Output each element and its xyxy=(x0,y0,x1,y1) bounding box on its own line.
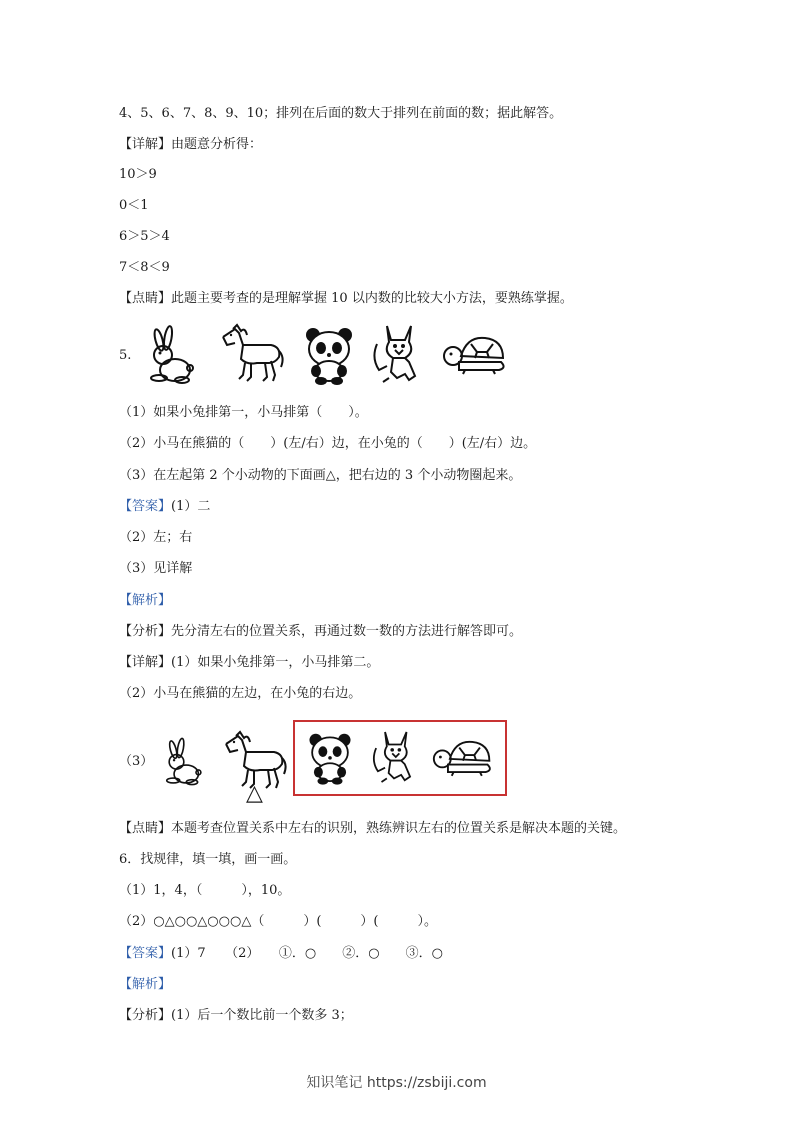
tag-dianjing-2: 【点睛】 xyxy=(119,821,172,836)
tag-answer: 【答案】 xyxy=(119,499,172,514)
rabbit-icon xyxy=(145,322,197,386)
tag-fenxi: 【分析】 xyxy=(119,624,172,639)
rabbit-icon xyxy=(160,735,206,787)
fox-icon xyxy=(369,728,419,786)
tag-xiangjie-2: 【详解】 xyxy=(119,655,172,670)
fox-icon xyxy=(369,322,425,386)
q5-part3: （3）在左起第 2 个小动物的下面画△，把右边的 3 个小动物圈起来。 xyxy=(119,468,522,483)
text-dianjing: 此题主要考查的是理解掌握 10 以内数的比较大小方法，要熟练掌握。 xyxy=(171,291,573,306)
line-dianjing xyxy=(119,291,573,307)
footer-watermark: 知识笔记 https://zsbiji.com xyxy=(306,1075,487,1091)
line-fenxi xyxy=(119,624,522,640)
line-xiangjie xyxy=(119,137,262,153)
text-dianjing-2: 本题考查位置关系中左右的识别，熟练辨识左右的位置关系是解决本题的关键。 xyxy=(171,821,627,836)
line-answer-6 xyxy=(119,946,443,962)
line-compare-3: 6＞5＞4 xyxy=(119,229,170,244)
line-compare-4: 7＜8＜9 xyxy=(119,260,170,275)
q6-part2: （2）○△○○△○○○△（ ）( ）( ）。 xyxy=(119,914,437,929)
animal-row-q5 xyxy=(145,322,509,386)
circled-animals-box xyxy=(293,720,507,796)
line-xiangjie-2 xyxy=(119,655,379,671)
triangle-mark: △ xyxy=(246,781,263,806)
text-fenxi-6: (1）后一个数比前一个数多 3； xyxy=(171,1008,353,1023)
text-answer: (1）二 xyxy=(171,499,211,514)
tag-xiangjie: 【详解】 xyxy=(119,137,172,152)
tag-jiexi-6: 【解析】 xyxy=(119,977,172,992)
panda-icon xyxy=(305,728,355,786)
text-fenxi: 先分清左右的位置关系，再通过数一数的方法进行解答即可。 xyxy=(171,624,523,639)
xiangjie-part3-label: （3） xyxy=(119,754,154,769)
tag-answer-6: 【答案】 xyxy=(119,946,172,961)
text-xiangjie-2: (1）如果小兔排第一，小马排第二。 xyxy=(171,655,380,670)
q5-part1: （1）如果小兔排第一，小马排第（ ）。 xyxy=(119,405,368,420)
tag-fenxi-6: 【分析】 xyxy=(119,1008,172,1023)
q6-part1: （1）1，4，（ ），10。 xyxy=(119,883,291,898)
circled-animals xyxy=(305,728,495,786)
q5-number: 5. xyxy=(119,348,132,363)
line-answer xyxy=(119,499,210,515)
horse-icon xyxy=(217,323,287,385)
q6-title: 6．找规律，填一填，画一画。 xyxy=(119,852,297,867)
line-fenxi-6 xyxy=(119,1008,353,1024)
answer-3: （3）见详解 xyxy=(119,561,193,576)
animal-row-answer xyxy=(160,730,290,792)
text-answer-6: (1）7 （2） ①．○ ②．○ ③．○ xyxy=(171,946,443,961)
panda-icon xyxy=(301,323,357,385)
answer-2: （2）左；右 xyxy=(119,530,193,545)
text-xiangjie: 由题意分析得： xyxy=(171,137,263,152)
line-compare-1: 10＞9 xyxy=(119,167,157,182)
turtle-icon xyxy=(431,736,495,778)
line-sequence: 4、5、6、7、8、9、10；排列在后面的数大于排列在前面的数；据此解答。 xyxy=(119,106,563,121)
turtle-icon xyxy=(441,332,509,376)
tag-dianjing: 【点睛】 xyxy=(119,291,172,306)
q5-part2: （2）小马在熊猫的（ ）(左/右）边，在小兔的（ ）(左/右）边。 xyxy=(119,436,537,451)
xiangjie-part2: （2）小马在熊猫的左边，在小兔的右边。 xyxy=(119,686,362,701)
tag-jiexi: 【解析】 xyxy=(119,593,172,608)
line-dianjing-2 xyxy=(119,821,626,837)
line-compare-2: 0＜1 xyxy=(119,198,149,213)
